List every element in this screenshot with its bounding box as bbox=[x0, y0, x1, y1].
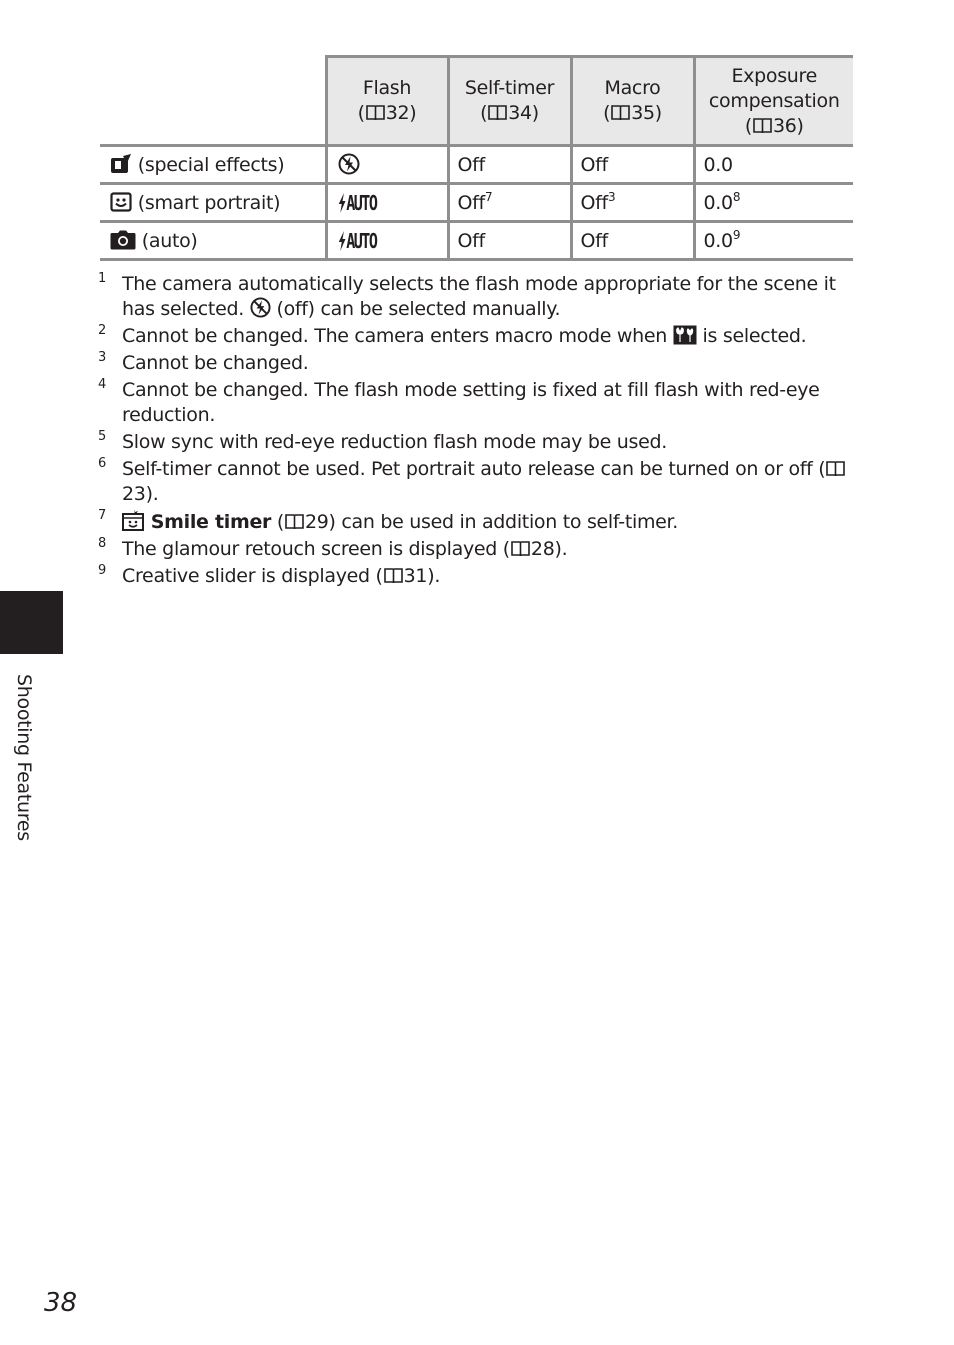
flash-auto-icon: AUTO bbox=[338, 229, 376, 253]
book-ref-icon bbox=[384, 567, 403, 584]
flash-off-icon bbox=[250, 297, 271, 318]
settings-table bbox=[100, 55, 853, 261]
camera-auto-icon bbox=[110, 230, 136, 250]
exposure-cell: $0.0^8$ bbox=[694, 184, 853, 222]
table-row-special-effects bbox=[100, 146, 853, 184]
smile-timer-icon bbox=[122, 509, 145, 531]
book-ref-icon bbox=[826, 460, 845, 477]
special-effects-icon bbox=[110, 154, 132, 174]
mode-cell: (auto) bbox=[100, 222, 326, 260]
macro-cell: Off bbox=[571, 146, 694, 184]
book-ref-icon bbox=[611, 104, 630, 121]
footnote-8: 8 The glamour retouch screen is displayed ( 28). bbox=[98, 536, 568, 560]
footnote-7: 7 Smile timer ( 29) can be used in addition to self-timer. bbox=[98, 508, 679, 533]
book-ref-icon bbox=[511, 540, 530, 557]
header-flash: Flash ( 32) bbox=[326, 57, 448, 146]
macro-cell: Off bbox=[571, 222, 694, 260]
footnote-4: 4 Cannot be changed. The flash mode setting is fixed at fill flash with red-eye reduction. bbox=[98, 377, 820, 426]
section-tab-marker bbox=[0, 591, 63, 654]
footnote-9: 9 Creative slider is displayed ( 31). bbox=[98, 563, 441, 587]
macro-cell: Off$^3$ bbox=[571, 184, 694, 222]
footnote-6: 6 Self-timer cannot be used. Pet portrait auto release can be turned on or off (23). bbox=[98, 457, 858, 507]
table-row-smart-portrait bbox=[100, 184, 853, 222]
mode-cell: (smart portrait) bbox=[100, 184, 326, 222]
footnote-5: 5 Slow sync with red-eye reduction flash mode may be used. bbox=[98, 429, 667, 453]
header-self-timer: Self-timer ( 34) bbox=[448, 57, 571, 146]
close-up-scene-icon bbox=[673, 325, 697, 345]
mode-cell: (special effects) bbox=[100, 146, 326, 184]
book-ref-icon bbox=[488, 104, 507, 121]
section-label: Shooting Features bbox=[13, 674, 35, 841]
exposure-cell: $0.0^9$ bbox=[694, 222, 853, 260]
smart-portrait-icon bbox=[110, 192, 132, 212]
flash-cell bbox=[326, 222, 448, 260]
flash-cell bbox=[326, 146, 448, 184]
book-ref-icon bbox=[285, 513, 304, 530]
flash-auto-icon: AUTO bbox=[338, 191, 376, 215]
flash-cell bbox=[326, 184, 448, 222]
footnotes bbox=[98, 272, 858, 591]
header-macro: Macro ( 35) bbox=[571, 57, 694, 146]
flash-off-icon bbox=[338, 153, 360, 175]
header-blank-cell bbox=[100, 57, 326, 146]
table-row-auto bbox=[100, 222, 853, 260]
book-ref-icon bbox=[753, 117, 772, 134]
exposure-cell: 0.0 bbox=[694, 146, 853, 184]
self-timer-cell: Off$^7$ bbox=[448, 184, 571, 222]
header-exposure-compensation: Exposure compensation ( 36) bbox=[694, 57, 853, 146]
self-timer-cell: Off bbox=[448, 222, 571, 260]
book-ref-icon bbox=[366, 104, 385, 121]
footnote-2: 2 Cannot be changed. The camera enters macro mode when is selected. bbox=[98, 323, 807, 347]
self-timer-cell: Off bbox=[448, 146, 571, 184]
header-row bbox=[100, 57, 853, 146]
footnote-3: 3 Cannot be changed. bbox=[98, 350, 309, 374]
page-number: 38 bbox=[44, 1288, 78, 1318]
footnote-1: 1 The camera automatically selects the flash mode appropriate for the scene it has selected. (off) can be selected manually. bbox=[98, 271, 836, 320]
